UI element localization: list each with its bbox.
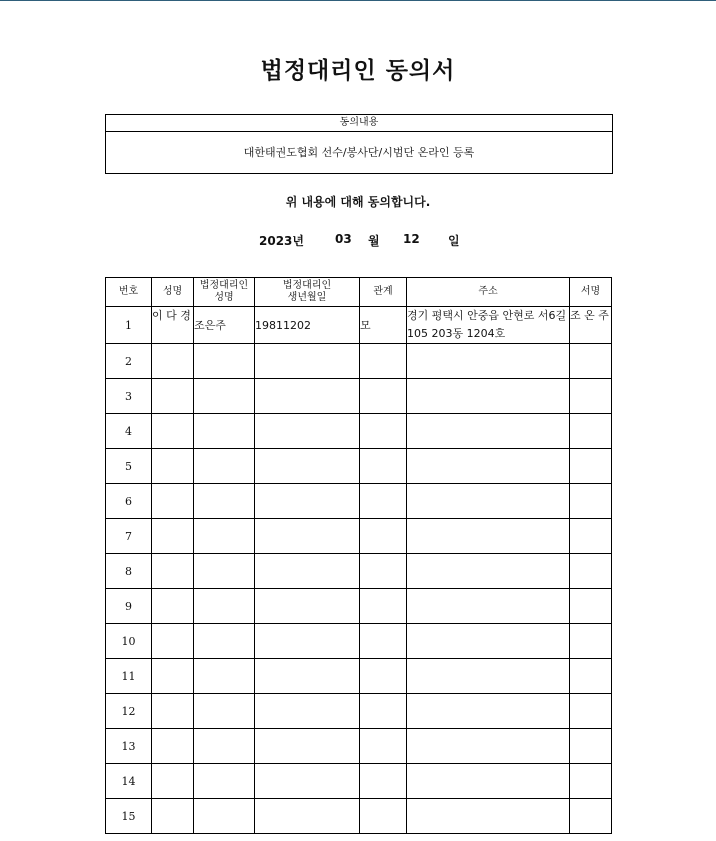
row-number-cell: 9	[106, 589, 152, 624]
address-cell[interactable]	[407, 589, 570, 624]
relation-cell[interactable]	[360, 624, 407, 659]
address-cell[interactable]	[407, 379, 570, 414]
row-number-cell: 6	[106, 484, 152, 519]
address-cell[interactable]	[407, 764, 570, 799]
row-number-cell: 8	[106, 554, 152, 589]
signature-cell[interactable]	[570, 659, 612, 694]
guardian-name-cell[interactable]	[194, 659, 255, 694]
signature-cell[interactable]	[570, 449, 612, 484]
guardian-birth-cell[interactable]	[255, 694, 360, 729]
date-day: 12	[403, 232, 420, 246]
guardian-name-cell[interactable]	[194, 344, 255, 379]
table-row	[106, 414, 612, 449]
relation-cell[interactable]	[360, 344, 407, 379]
guardian-birth-cell[interactable]	[255, 379, 360, 414]
guardian-name-cell[interactable]	[194, 449, 255, 484]
header-address: 주소	[407, 278, 570, 307]
name-cell[interactable]	[152, 414, 194, 449]
relation-cell[interactable]	[360, 554, 407, 589]
guardian-birth-cell[interactable]	[255, 624, 360, 659]
table-row	[106, 519, 612, 554]
table-row	[106, 799, 612, 834]
guardian-name-cell[interactable]	[194, 379, 255, 414]
row-number-cell: 4	[106, 414, 152, 449]
signature-cell[interactable]	[570, 799, 612, 834]
guardian-consent-table	[105, 277, 612, 834]
signature-cell[interactable]	[570, 729, 612, 764]
signature-cell[interactable]	[570, 694, 612, 729]
row-number-cell: 7	[106, 519, 152, 554]
name-cell[interactable]	[152, 449, 194, 484]
address-cell[interactable]	[407, 799, 570, 834]
name-cell[interactable]	[152, 764, 194, 799]
guardian-birth-cell[interactable]	[255, 554, 360, 589]
guardian-birth-cell[interactable]	[255, 659, 360, 694]
address-cell[interactable]: 경기 평택시 안중읍 안현로 서6길105 203동 1204호	[407, 307, 570, 344]
row-number-cell: 5	[106, 449, 152, 484]
header-name: 성명	[152, 278, 194, 307]
row-number-cell: 13	[106, 729, 152, 764]
date-day-unit: 일	[448, 234, 460, 248]
page-title: 법정대리인 동의서	[260, 58, 456, 84]
table-row	[106, 659, 612, 694]
header-guardian-birth-line2: 생년월일	[287, 292, 327, 303]
table-row	[106, 589, 612, 624]
address-cell[interactable]	[407, 484, 570, 519]
signature-cell[interactable]	[570, 624, 612, 659]
header-signature: 서명	[570, 278, 612, 307]
signature-cell[interactable]	[570, 519, 612, 554]
signature-cell[interactable]	[570, 379, 612, 414]
address-cell[interactable]	[407, 729, 570, 764]
guardian-birth-cell[interactable]	[255, 589, 360, 624]
name-cell[interactable]	[152, 379, 194, 414]
header-guardian-birth-line1: 법정대리인	[282, 280, 332, 291]
address-cell[interactable]	[407, 519, 570, 554]
table-row	[106, 307, 612, 344]
consent-content-header: 동의내용	[106, 115, 612, 132]
address-cell[interactable]	[407, 624, 570, 659]
agreement-statement: 위 내용에 대해 동의합니다.	[285, 195, 431, 209]
row-number-cell: 10	[106, 624, 152, 659]
guardian-birth-cell[interactable]	[255, 344, 360, 379]
signature-cell[interactable]	[570, 589, 612, 624]
row-number-cell: 1	[106, 307, 152, 344]
relation-cell[interactable]	[360, 659, 407, 694]
signature-cell[interactable]	[570, 764, 612, 799]
row-number-cell: 12	[106, 694, 152, 729]
relation-cell[interactable]	[360, 694, 407, 729]
relation-cell[interactable]	[360, 799, 407, 834]
consent-content-box	[105, 114, 613, 174]
header-guardian-name-line1: 법정대리인	[199, 280, 249, 291]
guardian-name-cell[interactable]	[194, 764, 255, 799]
table-row	[106, 694, 612, 729]
guardian-birth-cell[interactable]	[255, 799, 360, 834]
guardian-birth-cell[interactable]	[255, 414, 360, 449]
name-cell[interactable]	[152, 344, 194, 379]
guardian-name-cell[interactable]	[194, 799, 255, 834]
header-relation: 관계	[360, 278, 407, 307]
guardian-name-cell[interactable]	[194, 554, 255, 589]
date-year: 2023년	[259, 234, 304, 248]
signature-cell[interactable]	[570, 484, 612, 519]
guardian-name-cell[interactable]	[194, 624, 255, 659]
address-cell[interactable]	[407, 414, 570, 449]
guardian-name-cell[interactable]	[194, 484, 255, 519]
top-border-line	[0, 0, 716, 1]
table-row	[106, 449, 612, 484]
signature-cell[interactable]	[570, 414, 612, 449]
guardian-name-cell[interactable]	[194, 589, 255, 624]
date-month: 03	[335, 232, 352, 246]
guardian-name-cell[interactable]	[194, 414, 255, 449]
guardian-name-cell[interactable]: 조은주	[194, 307, 255, 344]
name-cell[interactable]	[152, 554, 194, 589]
guardian-name-cell[interactable]	[194, 694, 255, 729]
row-number-cell: 2	[106, 344, 152, 379]
table-row	[106, 764, 612, 799]
address-cell[interactable]	[407, 344, 570, 379]
header-guardian-name	[194, 278, 255, 307]
guardian-name-cell[interactable]	[194, 729, 255, 764]
name-cell[interactable]	[152, 694, 194, 729]
relation-cell[interactable]	[360, 414, 407, 449]
name-cell[interactable]: 이 다 경	[152, 307, 194, 344]
header-guardian-birth	[255, 278, 360, 307]
signature-cell[interactable]	[570, 344, 612, 379]
name-cell[interactable]	[152, 729, 194, 764]
guardian-birth-cell[interactable]	[255, 519, 360, 554]
guardian-name-cell[interactable]	[194, 519, 255, 554]
guardian-birth-cell[interactable]: 19811202	[255, 307, 360, 344]
row-number-cell: 11	[106, 659, 152, 694]
name-cell[interactable]	[152, 799, 194, 834]
row-number-cell: 3	[106, 379, 152, 414]
signature-cell[interactable]	[570, 554, 612, 589]
signature-cell[interactable]: 조 온 주	[570, 307, 612, 344]
name-cell[interactable]	[152, 624, 194, 659]
row-number-cell: 14	[106, 764, 152, 799]
name-cell[interactable]	[152, 484, 194, 519]
guardian-birth-cell[interactable]	[255, 484, 360, 519]
table-row	[106, 379, 612, 414]
relation-cell[interactable]	[360, 729, 407, 764]
relation-cell[interactable]	[360, 484, 407, 519]
relation-cell[interactable]	[360, 764, 407, 799]
table-row	[106, 624, 612, 659]
guardian-birth-cell[interactable]	[255, 449, 360, 484]
guardian-birth-cell[interactable]	[255, 729, 360, 764]
address-cell[interactable]	[407, 694, 570, 729]
address-cell[interactable]	[407, 554, 570, 589]
relation-cell[interactable]	[360, 589, 407, 624]
table-row	[106, 554, 612, 589]
guardian-birth-cell[interactable]	[255, 764, 360, 799]
consent-content-body: 대한태권도협회 선수/봉사단/시범단 온라인 등록	[243, 146, 475, 159]
relation-cell[interactable]	[360, 379, 407, 414]
date-month-unit: 월	[368, 234, 380, 248]
table-row	[106, 729, 612, 764]
table-row	[106, 484, 612, 519]
address-cell[interactable]	[407, 659, 570, 694]
name-cell[interactable]	[152, 519, 194, 554]
name-cell[interactable]	[152, 589, 194, 624]
relation-cell[interactable]	[360, 449, 407, 484]
header-number: 번호	[106, 278, 152, 307]
address-cell[interactable]	[407, 449, 570, 484]
table-row	[106, 344, 612, 379]
row-number-cell: 15	[106, 799, 152, 834]
header-guardian-name-line2: 성명	[214, 292, 234, 303]
relation-cell[interactable]	[360, 519, 407, 554]
relation-cell[interactable]: 모	[360, 307, 407, 344]
name-cell[interactable]	[152, 659, 194, 694]
table-header-row	[106, 278, 612, 307]
